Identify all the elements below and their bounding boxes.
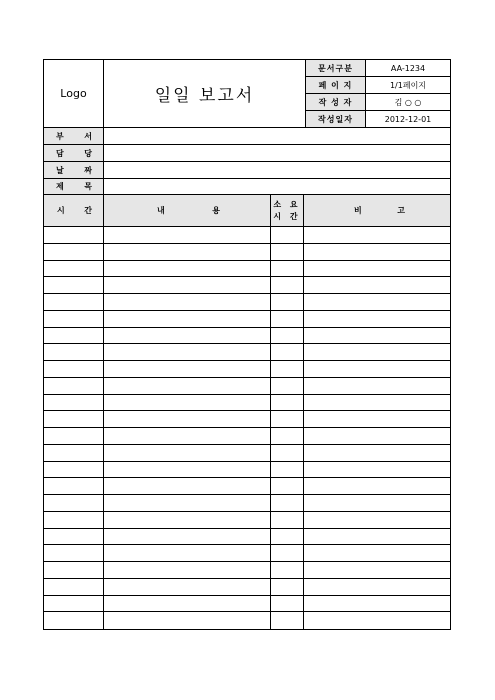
table-row — [44, 244, 450, 261]
cell-duration[interactable] — [271, 361, 304, 377]
column-header-content — [104, 195, 271, 226]
table-row — [44, 428, 450, 445]
info-label — [44, 145, 104, 161]
info-row-date[interactable] — [44, 162, 450, 179]
cell-notes[interactable] — [304, 294, 450, 310]
cell-time[interactable] — [44, 311, 104, 327]
table-row — [44, 495, 450, 512]
table-row — [44, 361, 450, 378]
info-row-manager[interactable] — [44, 145, 450, 162]
cell-time[interactable] — [44, 378, 104, 394]
logo-placeholder: Logo — [44, 60, 104, 127]
cell-notes[interactable] — [304, 579, 450, 595]
cell-duration[interactable] — [271, 495, 304, 511]
cell-content[interactable] — [104, 579, 271, 595]
meta-key: 문서구분 — [306, 60, 366, 76]
cell-time[interactable] — [44, 244, 104, 260]
cell-duration[interactable] — [271, 612, 304, 629]
cell-notes[interactable] — [304, 328, 450, 344]
table-row — [44, 445, 450, 462]
header-char: 시 — [57, 206, 65, 215]
cell-content[interactable] — [104, 428, 271, 444]
table-row — [44, 411, 450, 428]
cell-content[interactable] — [104, 311, 271, 327]
cell-time[interactable] — [44, 478, 104, 494]
cell-notes[interactable] — [304, 478, 450, 494]
cell-content[interactable] — [104, 395, 271, 411]
cell-time[interactable] — [44, 462, 104, 478]
cell-duration[interactable] — [271, 328, 304, 344]
cell-duration[interactable] — [271, 462, 304, 478]
cell-time[interactable] — [44, 411, 104, 427]
column-header-time — [44, 195, 104, 226]
column-header-notes — [304, 195, 450, 226]
cell-notes[interactable] — [304, 395, 450, 411]
meta-row-page — [306, 77, 450, 94]
cell-content[interactable] — [104, 294, 271, 310]
info-label — [44, 179, 104, 194]
cell-content[interactable] — [104, 378, 271, 394]
cell-duration[interactable] — [271, 294, 304, 310]
table-row — [44, 261, 450, 278]
cell-content[interactable] — [104, 411, 271, 427]
cell-time[interactable] — [44, 395, 104, 411]
cell-time[interactable] — [44, 361, 104, 377]
cell-time[interactable] — [44, 261, 104, 277]
label-char: 당 — [84, 148, 92, 158]
meta-row-author — [306, 94, 450, 111]
meta-value[interactable]: 김 ○ ○ — [394, 97, 422, 107]
header-char: 간 — [84, 206, 92, 215]
cell-time[interactable] — [44, 562, 104, 578]
cell-duration[interactable] — [271, 261, 304, 277]
cell-content[interactable] — [104, 529, 271, 545]
header-line: 시 간 — [273, 211, 301, 221]
cell-content[interactable] — [104, 462, 271, 478]
info-row-department[interactable] — [44, 128, 450, 145]
cell-time[interactable] — [44, 344, 104, 360]
cell-notes[interactable] — [304, 227, 450, 243]
cell-content[interactable] — [104, 361, 271, 377]
label-char: 제 — [56, 182, 64, 191]
table-row — [44, 512, 450, 529]
cell-time[interactable] — [44, 512, 104, 528]
table-row — [44, 462, 450, 479]
cell-notes[interactable] — [304, 428, 450, 444]
header-char: 비 — [354, 206, 362, 215]
header-char: 용 — [212, 206, 220, 215]
cell-time[interactable] — [44, 294, 104, 310]
cell-content[interactable] — [104, 328, 271, 344]
cell-content[interactable] — [104, 478, 271, 494]
cell-time[interactable] — [44, 545, 104, 561]
cell-content[interactable] — [104, 512, 271, 528]
daily-report-sheet — [43, 59, 451, 630]
meta-key: 작 성 자 — [306, 94, 366, 110]
table-row — [44, 344, 450, 361]
cell-duration[interactable] — [271, 395, 304, 411]
cell-notes[interactable] — [304, 596, 450, 612]
cell-content[interactable] — [104, 612, 271, 629]
cell-notes[interactable] — [304, 562, 450, 578]
cell-content[interactable] — [104, 445, 271, 461]
cell-notes[interactable] — [304, 261, 450, 277]
table-row — [44, 294, 450, 311]
cell-duration[interactable] — [271, 311, 304, 327]
cell-notes[interactable] — [304, 378, 450, 394]
label-char: 짜 — [84, 165, 92, 175]
cell-time[interactable] — [44, 596, 104, 612]
header-char: 내 — [157, 206, 165, 215]
table-row — [44, 596, 450, 613]
cell-duration[interactable] — [271, 545, 304, 561]
cell-time[interactable] — [44, 495, 104, 511]
cell-time[interactable] — [44, 227, 104, 243]
cell-content[interactable] — [104, 244, 271, 260]
label-char: 목 — [84, 182, 92, 191]
table-row — [44, 227, 450, 244]
cell-content[interactable] — [104, 227, 271, 243]
cell-duration[interactable] — [271, 344, 304, 360]
table-row — [44, 545, 450, 562]
cell-time[interactable] — [44, 612, 104, 629]
cell-content[interactable] — [104, 562, 271, 578]
cell-time[interactable] — [44, 428, 104, 444]
cell-duration[interactable] — [271, 562, 304, 578]
meta-value[interactable]: 2012-12-01 — [384, 114, 432, 124]
cell-notes[interactable] — [304, 344, 450, 360]
cell-time[interactable] — [44, 277, 104, 293]
cell-content[interactable] — [104, 596, 271, 612]
table-row — [44, 395, 450, 412]
cell-duration[interactable] — [271, 244, 304, 260]
document-meta-table — [306, 60, 450, 127]
cell-notes[interactable] — [304, 512, 450, 528]
label-char: 부 — [56, 131, 64, 141]
cell-notes[interactable] — [304, 529, 450, 545]
table-row — [44, 612, 450, 629]
meta-row-date — [306, 111, 450, 127]
table-row — [44, 277, 450, 294]
report-header — [44, 60, 450, 128]
meta-row-doc-type — [306, 60, 450, 77]
cell-time[interactable] — [44, 529, 104, 545]
meta-value[interactable]: 1/1페이지 — [389, 80, 427, 90]
cell-notes[interactable] — [304, 462, 450, 478]
header-line: 소 요 — [273, 199, 301, 209]
cell-duration[interactable] — [271, 478, 304, 494]
info-label — [44, 162, 104, 178]
table-row — [44, 562, 450, 579]
cell-time[interactable] — [44, 579, 104, 595]
label-char: 날 — [56, 165, 64, 175]
cell-time[interactable] — [44, 328, 104, 344]
label-char: 서 — [84, 131, 92, 141]
table-header — [44, 194, 450, 227]
cell-notes[interactable] — [304, 244, 450, 260]
header-char: 고 — [397, 206, 405, 215]
cell-notes[interactable] — [304, 545, 450, 561]
table-row — [44, 579, 450, 596]
cell-duration[interactable] — [271, 411, 304, 427]
meta-key: 페 이 지 — [306, 77, 366, 93]
table-row — [44, 311, 450, 328]
cell-notes[interactable] — [304, 445, 450, 461]
cell-duration[interactable] — [271, 512, 304, 528]
cell-duration[interactable] — [271, 277, 304, 293]
table-row — [44, 378, 450, 395]
info-label — [44, 128, 104, 144]
cell-notes[interactable] — [304, 311, 450, 327]
label-char: 담 — [56, 148, 64, 158]
table-body — [44, 227, 450, 629]
table-row — [44, 529, 450, 546]
cell-duration[interactable] — [271, 378, 304, 394]
info-row-subject[interactable] — [44, 179, 450, 194]
table-row — [44, 478, 450, 495]
cell-notes[interactable] — [304, 495, 450, 511]
cell-duration[interactable] — [271, 428, 304, 444]
meta-key: 작성일자 — [306, 111, 366, 127]
column-header-duration — [271, 195, 304, 226]
cell-time[interactable] — [44, 445, 104, 461]
cell-content[interactable] — [104, 344, 271, 360]
cell-content[interactable] — [104, 277, 271, 293]
cell-notes[interactable] — [304, 411, 450, 427]
cell-notes[interactable] — [304, 277, 450, 293]
cell-notes[interactable] — [304, 612, 450, 629]
cell-notes[interactable] — [304, 361, 450, 377]
cell-duration[interactable] — [271, 596, 304, 612]
cell-content[interactable] — [104, 545, 271, 561]
cell-content[interactable] — [104, 495, 271, 511]
cell-duration[interactable] — [271, 227, 304, 243]
table-row — [44, 328, 450, 345]
page-title: 일일 보고서 — [104, 60, 306, 127]
cell-duration[interactable] — [271, 445, 304, 461]
cell-content[interactable] — [104, 261, 271, 277]
cell-duration[interactable] — [271, 579, 304, 595]
meta-value[interactable]: AA-1234 — [390, 63, 426, 73]
cell-duration[interactable] — [271, 529, 304, 545]
